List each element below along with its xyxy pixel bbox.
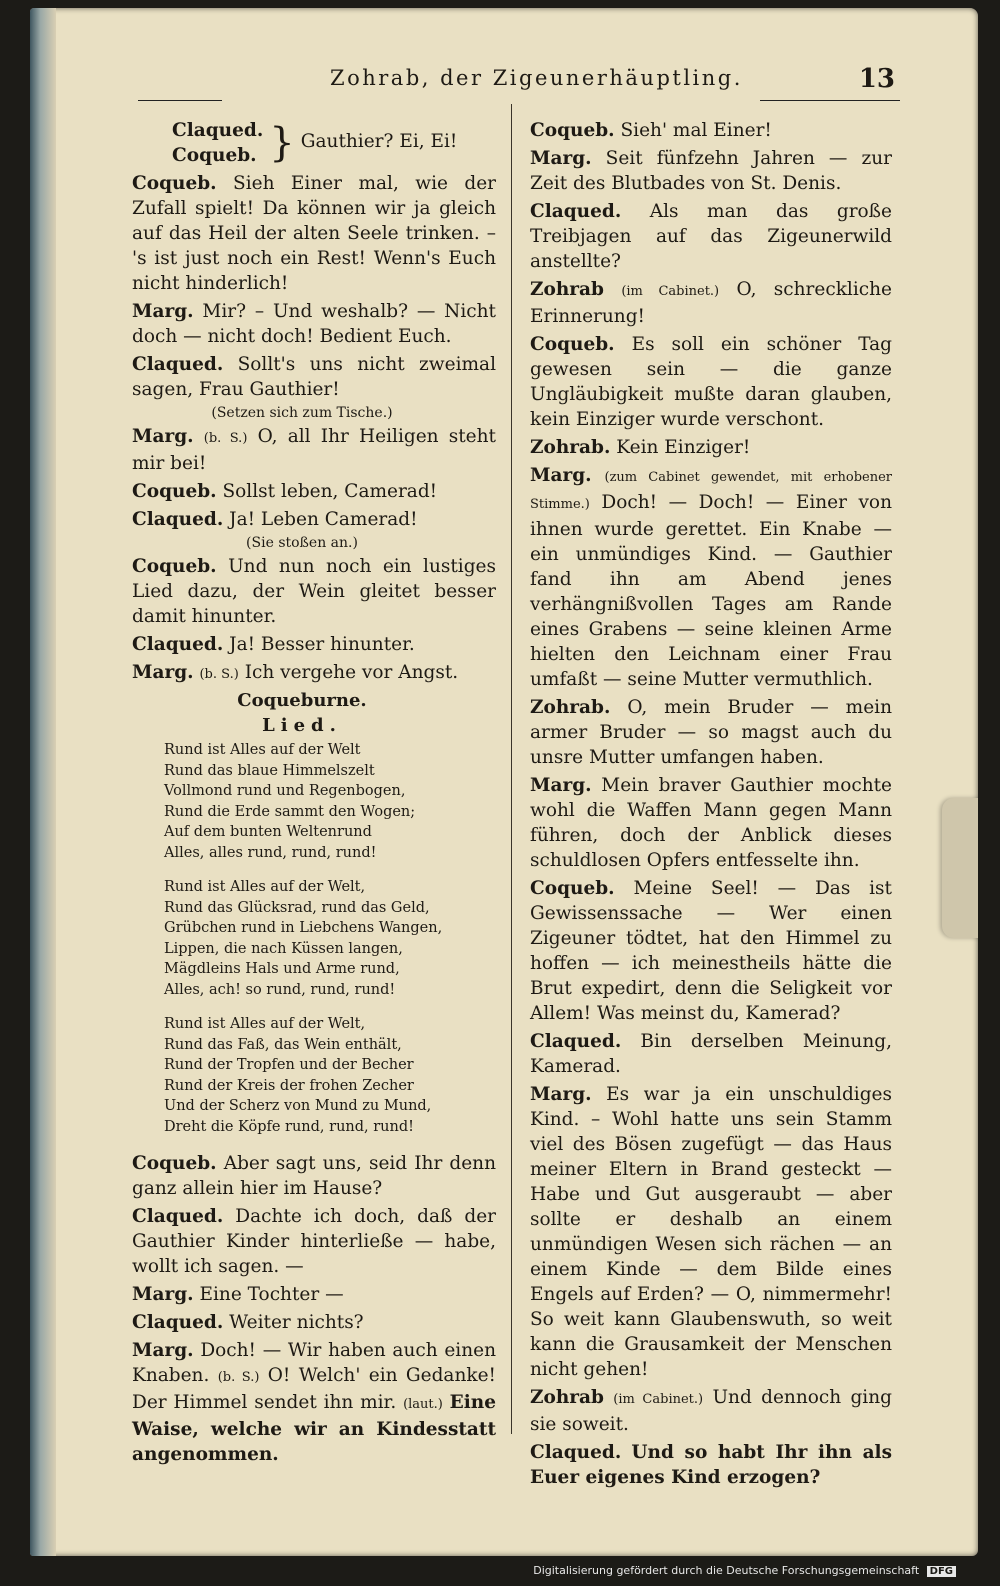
speaker: Coqueb.: [172, 145, 257, 166]
verse-line: Vollmond rund und Regenbogen,: [164, 783, 406, 799]
dialogue-text: Eine Waise, welche wir an Kindesstatt angenommen.: [132, 1392, 496, 1465]
dialogue-paragraph: [108, 299, 496, 349]
dialogue-text: Doch! — Doch! — Einer von ihnen wurde gerettet. Ein Knabe — ein unmündiges Kind. — Gauthier fand ihn am Abend jenes verhängnißvollen Tages am Rande eines Grabens — seine kleinen Arme hielten den Leichnam einer Frau umfaßt — seine Mutter vermuthlich.: [530, 492, 892, 690]
dialogue-text: Sollst leben, Camerad!: [222, 481, 438, 502]
verse-line: Rund das blaue Himmelszelt: [164, 762, 375, 779]
dialogue-text: Mir? – Und weshalb? — Nicht doch — nicht doch! Bedient Euch.: [132, 301, 496, 347]
speaker: Coqueb.: [132, 173, 217, 194]
song-title: Lied.: [262, 715, 342, 736]
dialogue-paragraph: [108, 554, 496, 629]
dialogue-text: Und nun noch ein lustiges Lied dazu, der Wein gleitet besser damit hinunter.: [132, 556, 496, 627]
dialogue-paragraph: [108, 1338, 496, 1467]
speaker: Marg.: [530, 1084, 592, 1105]
speaker: Zohrab.: [530, 437, 611, 458]
dialogue-text: Mein braver Gauthier mochte wohl die Waffen Mann gegen Mann führen, doch der Anblick dieses schuldlosen Opfers entfesselte ihn.: [530, 775, 892, 871]
dialogue-paragraph: [506, 277, 892, 329]
dialogue-paragraph: [506, 463, 892, 692]
dialogue-text: Weiter nichts?: [229, 1312, 364, 1333]
dfg-logo: DFG: [927, 1566, 956, 1577]
brace: }: [269, 120, 295, 166]
speaker: Coqueb.: [132, 556, 217, 577]
dialogue-paragraph: [108, 424, 496, 476]
speaker: Zohrab.: [530, 697, 611, 718]
dialogue-text: Aber sagt uns, seid Ihr denn ganz allein hier im Hause?: [132, 1153, 496, 1199]
stage-direction: (b. S.): [217, 1370, 260, 1385]
stage-direction: (b. S.): [203, 431, 248, 446]
dialogue-paragraph: [108, 1282, 496, 1307]
speaker: Marg.: [132, 1284, 194, 1305]
dialogue-text: Und so habt Ihr ihn als Euer eigenes Kind erzogen?: [530, 1442, 892, 1488]
stage-direction: (im Cabinet.): [621, 284, 720, 299]
verse-line: Rund der Tropfen und der Becher: [164, 1057, 414, 1073]
left-column: [108, 118, 496, 1470]
dialogue-text: Ja! Besser hinunter.: [229, 634, 415, 655]
dialogue-paragraph: [108, 660, 496, 687]
header-rule-left: [138, 100, 222, 101]
speaker: Coqueb.: [530, 878, 615, 899]
dialogue-paragraph: [506, 1029, 892, 1079]
dialogue-paragraph: [108, 352, 496, 402]
verse-line: Und der Scherz von Mund zu Mund,: [164, 1098, 432, 1114]
dialogue-text: Als man das große Treibjagen auf das Zigeunerwild anstellte?: [530, 201, 892, 272]
dialogue-paragraph: [108, 507, 496, 532]
song-stanza: [164, 1014, 496, 1137]
credit-text: Digitalisierung gefördert durch die Deutsche Forschungsgemeinschaft: [533, 1564, 920, 1577]
stage-direction: (Sie stoßen an.): [246, 535, 358, 551]
speaker: Coqueb.: [530, 120, 615, 141]
speaker: Claqued.: [132, 1312, 224, 1333]
dialogue-text: Doch! — Wir haben auch einen Knaben.: [132, 1340, 496, 1386]
speaker: Claqued.: [530, 1442, 622, 1463]
dialogue-text: Kein Einziger!: [616, 437, 751, 458]
speaker: Claqued.: [132, 509, 224, 530]
dialogue-text: Es soll ein schöner Tag gewesen sein — die ganze Ungläubigkeit mußte daran glauben, kein Einziger wurde verschont.: [530, 334, 892, 430]
dialogue-text: Dachte ich doch, daß der Gauthier Kinder hinterließe — habe, wollt ich sagen. —: [132, 1206, 496, 1277]
song-stanza: [164, 740, 496, 863]
speaker: Marg.: [530, 465, 592, 486]
dialogue-text: Sieh Einer mal, wie der Zufall spielt! Da können wir ja gleich auf das Heil der alten Seele trinken. – 's ist just noch ein Rest! Wenn's Euch nicht hinderlich!: [132, 173, 496, 294]
speaker: Claqued.: [530, 1031, 622, 1052]
verse-line: Rund der Kreis der frohen Zecher: [164, 1077, 414, 1094]
dialogue-text: Sollt's uns nicht zweimal sagen, Frau Gauthier!: [132, 354, 496, 400]
dialogue-text: Meine Seel! — Das ist Gewissenssache — Wer einen Zigeuner tödtet, hat den Himmel zu hoffen — ich meinestheils hätte die Brut expedirt, denn die Seligkeit vor Allem! Was meinst du, Kamerad?: [530, 878, 892, 1024]
verse-line: Alles, ach! so rund, rund, rund!: [164, 981, 396, 998]
dialogue-text: Sieh' mal Einer!: [620, 120, 772, 141]
speaker: Coqueb.: [530, 334, 615, 355]
stage-direction: (zum Cabinet gewendet, mit erhobener Stimme.): [530, 470, 892, 512]
singer-name: Coqueburne.: [237, 690, 367, 711]
verse-line: Rund ist Alles auf der Welt,: [164, 879, 366, 895]
dialogue-text: O! Welch' ein Gedanke! Der Himmel sendet ihn mir.: [132, 1365, 496, 1413]
verse-line: Mägdleins Hals und Arme rund,: [164, 961, 400, 977]
dual-speaker-line: [108, 118, 496, 168]
speaker: Zohrab: [530, 1387, 604, 1408]
dialogue-paragraph: [506, 435, 892, 460]
dialogue-paragraph: [506, 1082, 892, 1382]
speaker: Marg.: [530, 775, 592, 796]
dialogue-paragraph: [108, 479, 496, 504]
verse-line: Lippen, die nach Küssen langen,: [164, 940, 403, 957]
speaker: Coqueb.: [132, 1153, 217, 1174]
dialogue-paragraph: [108, 1204, 496, 1279]
speaker: Zohrab: [530, 279, 604, 300]
verse-line: Dreht die Köpfe rund, rund, rund!: [164, 1118, 414, 1135]
dialogue-paragraph: [506, 199, 892, 274]
speaker: Claqued.: [132, 1206, 224, 1227]
dialogue-text: Gauthier? Ei, Ei!: [300, 131, 458, 152]
dialogue-paragraph: [506, 332, 892, 432]
speaker: Claqued.: [172, 120, 264, 141]
dialogue-paragraph: [108, 1151, 496, 1201]
dialogue-text: Bin derselben Meinung, Kamerad.: [530, 1031, 892, 1077]
verse-line: Alles, alles rund, rund, rund!: [164, 844, 377, 861]
dialogue-text: O, mein Bruder — mein armer Bruder — so magst auch du unsre Mutter umfangen haben.: [530, 697, 892, 768]
speaker: Marg.: [132, 662, 194, 683]
dialogue-paragraph: [108, 171, 496, 296]
right-column: [506, 118, 892, 1493]
speaker: Marg.: [530, 148, 592, 169]
dialogue-paragraph: [506, 1440, 892, 1490]
verse-line: Rund die Erde sammt den Wogen;: [164, 803, 416, 820]
verse-line: Auf dem bunten Weltenrund: [164, 824, 372, 840]
dialogue-text: Es war ja ein unschuldiges Kind. – Wohl hatte uns sein Stamm viel des Bösen zugefügt — das Haus meiner Eltern in Brand gesteckt — Habe und Gut ausgeraubt — aber sollte er deshalb an einem unmündigen Wesen sich rächen — an einem Kinde — dem Bilde eines Engels auf Erden? — O, nimmermehr! So weit kann Glaubenswuth, so weit kann die Grausamkeit der Menschen nicht gehen!: [530, 1084, 893, 1380]
stage-direction: (laut.): [403, 1397, 443, 1412]
dialogue-paragraph: [506, 146, 892, 196]
verse-line: Rund das Glücksrad, rund das Geld,: [164, 899, 430, 916]
dialogue-paragraph: [506, 118, 892, 143]
running-title: Zohrab, der Zigeunerhäuptling.: [330, 66, 743, 90]
dialogue-paragraph: [108, 632, 496, 657]
page-number: 13: [858, 64, 895, 94]
speaker: Claqued.: [530, 201, 622, 222]
speaker: Marg.: [132, 301, 194, 322]
dialogue-paragraph: [506, 695, 892, 770]
verse-line: Rund das Faß, das Wein enthält,: [164, 1036, 402, 1053]
dialogue-paragraph: [108, 1310, 496, 1335]
dialogue-paragraph: [506, 876, 892, 1026]
dialogue-text: Eine Tochter —: [199, 1284, 344, 1305]
dialogue-text: O, all Ihr Heiligen steht mir bei!: [132, 426, 496, 474]
digitization-credit: [533, 1564, 956, 1577]
dialogue-text: O, schreckliche Erinnerung!: [530, 279, 892, 327]
speaker: Claqued.: [132, 634, 224, 655]
dialogue-text: Seit fünfzehn Jahren — zur Zeit des Blutbades von St. Denis.: [530, 148, 892, 194]
speaker: Claqued.: [132, 354, 224, 375]
header-rule-right: [760, 100, 900, 101]
dialogue-text: Ich vergehe vor Angst.: [244, 662, 459, 683]
dialogue-text: Und dennoch ging sie soweit.: [530, 1387, 892, 1435]
dialogue-paragraph: [506, 773, 892, 873]
page-tab: [942, 798, 978, 938]
verse-line: Rund ist Alles auf der Welt,: [164, 1016, 366, 1032]
dialogue-paragraph: [506, 1385, 892, 1437]
speaker: Marg.: [132, 426, 194, 447]
stage-direction: (b. S.): [199, 667, 239, 682]
verse-line: Grübchen rund in Liebchens Wangen,: [164, 920, 443, 936]
song-stanza: [164, 877, 496, 1000]
stage-direction: (im Cabinet.): [613, 1392, 704, 1407]
verse-line: Rund ist Alles auf der Welt: [164, 742, 361, 758]
dialogue-text: Ja! Leben Camerad!: [229, 509, 418, 530]
speaker: Coqueb.: [132, 481, 217, 502]
running-header: [150, 66, 895, 100]
book-spine: [30, 8, 56, 1556]
stage-direction: (Setzen sich zum Tische.): [211, 405, 393, 421]
speaker: Marg.: [132, 1340, 194, 1361]
